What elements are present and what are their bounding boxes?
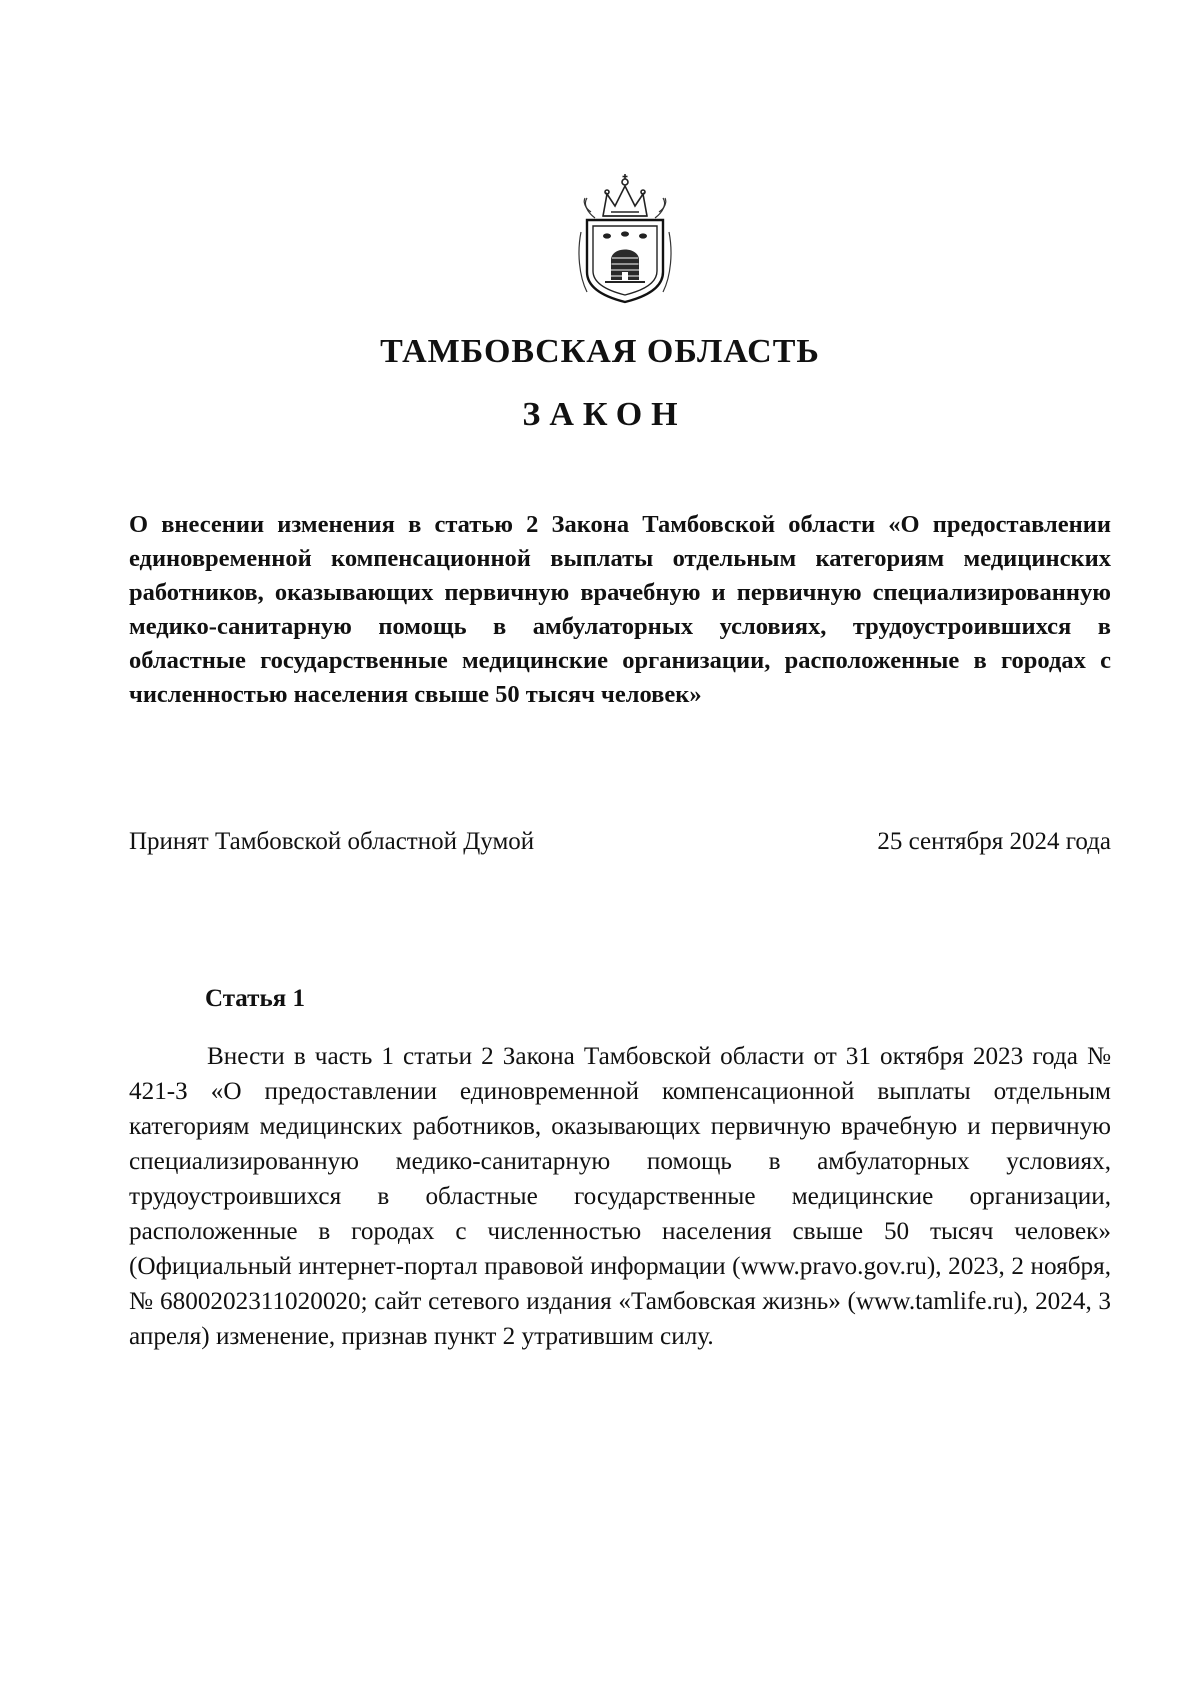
adopted-by: Принят Тамбовской областной Думой <box>129 828 535 855</box>
article-title: Статья 1 <box>205 985 305 1012</box>
region-title: ТАМБОВСКАЯ ОБЛАСТЬ <box>380 333 820 370</box>
article-text: Внести в часть 1 статьи 2 Закона Тамбовской области от 31 октября 2023 года № 421-З «О предоставлении единовременной компенсационной выплаты отдельным категориям медицинских работников, оказывающих первичную врачебную и первичную специализированную медико-санитарную помощь в амбулаторных условиях, трудоустроившихся в областные государственные медицинские организации, расположенные в городах с численностью населения свыше 50 тысяч человек» (Официальный интернет-портал правовой информации (www.pravo.gov.ru), 2023, 2 ноября, № 6800202311020020; сайт сетевого издания «Тамбовская жизнь» (www.tamlife.ru), 2024, 3 апреля) изменение, признав пункт 2 утратившим силу. <box>129 1043 1111 1350</box>
document-type: ЗАКОН <box>522 396 687 433</box>
law-title: О внесении изменения в статью 2 Закона Тамбовской области «О предоставлении единовременной компенсационной выплаты отдельным категориям медицинских работников, оказывающих первичную врачебную и первичную специализированную медико-санитарную помощь в амбулаторных условиях, трудоустроившихся в областные государственные медицинские организации, расположенные в городах с численностью населения свыше 50 тысяч человек» <box>129 511 1111 708</box>
coat-of-arms-icon <box>573 172 677 306</box>
adoption-date: 25 сентября 2024 года <box>877 828 1111 855</box>
